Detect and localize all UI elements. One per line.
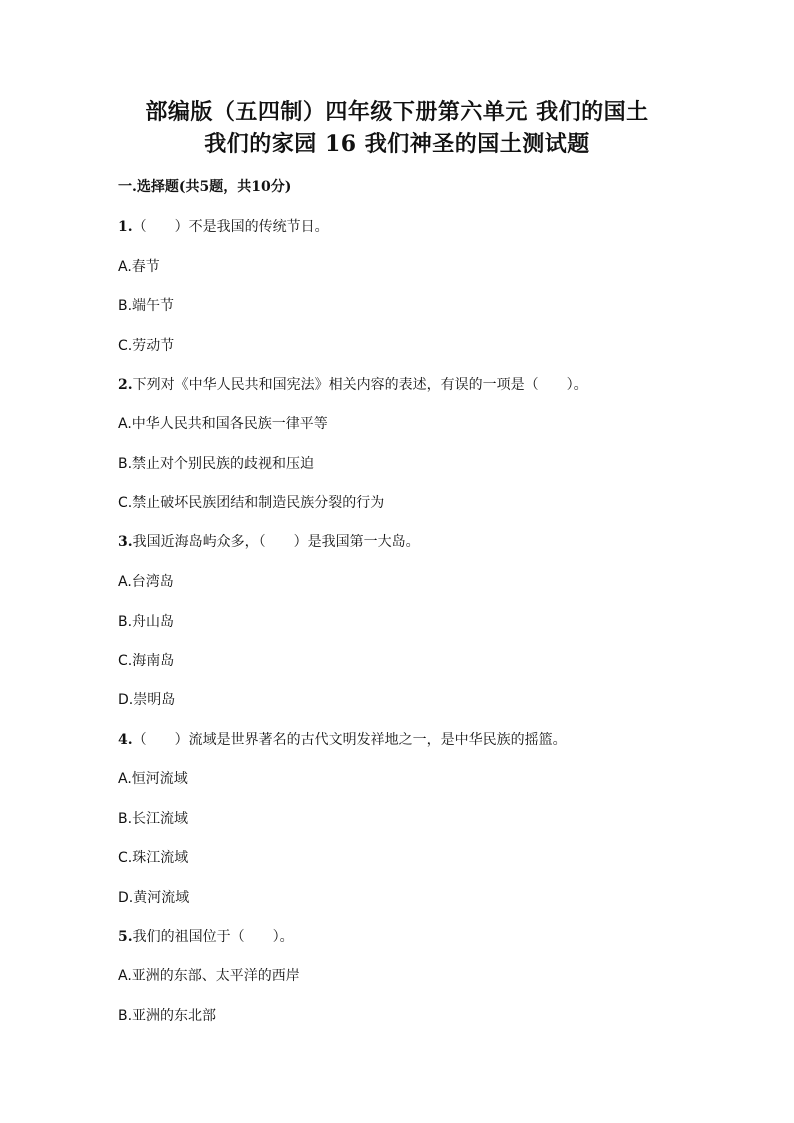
question-1 <box>118 217 329 237</box>
question-3 <box>118 532 420 552</box>
question-1-option-c: C.劳动节 <box>118 338 175 354</box>
question-5-option-a: A.亚洲的东部、太平洋的西岸 <box>118 968 300 984</box>
question-3-option-d: D.崇明岛 <box>118 692 176 708</box>
question-4-option-a: A.恒河流域 <box>118 771 188 787</box>
question-1-option-b: B.端午节 <box>118 298 175 314</box>
question-3-option-b: B.舟山岛 <box>118 614 175 630</box>
question-1-option-a: A.春节 <box>118 259 160 275</box>
document-title-line-1: 部编版（五四制）四年级下册第六单元 我们的国土 <box>145 99 649 125</box>
question-2-option-b: B.禁止对个别民族的歧视和压迫 <box>118 456 315 472</box>
question-text: 下列对《中华人民共和国宪法》相关内容的表述，有误的一项是（ ）。 <box>132 377 588 393</box>
question-text: （ ）不是我国的传统节日。 <box>132 219 329 235</box>
question-4-option-d: D.黄河流域 <box>118 890 190 906</box>
question-2 <box>118 375 588 395</box>
question-2-option-c: C.禁止破坏民族团结和制造民族分裂的行为 <box>118 495 385 511</box>
question-2-option-a: A.中华人民共和国各民族一律平等 <box>118 416 328 432</box>
question-number: 5. <box>118 929 133 945</box>
question-3-option-c: C.海南岛 <box>118 653 175 669</box>
question-number: 1. <box>118 219 133 235</box>
question-text: 我们的祖国位于（ ）。 <box>132 929 294 945</box>
question-number: 4. <box>118 732 133 748</box>
section-heading: 一.选择题(共5题，共10分) <box>118 179 292 195</box>
question-5 <box>118 927 294 947</box>
question-3-option-a: A.台湾岛 <box>118 574 174 590</box>
question-number: 3. <box>118 534 133 550</box>
question-number: 2. <box>118 377 133 393</box>
question-5-option-b: B.亚洲的东北部 <box>118 1008 217 1024</box>
question-4-option-c: C.珠江流域 <box>118 850 189 866</box>
question-4 <box>118 730 567 750</box>
question-4-option-b: B.长江流域 <box>118 811 189 827</box>
question-text: 我国近海岛屿众多，（ ）是我国第一大岛。 <box>132 534 420 550</box>
document-title-line-2: 我们的家园 16 我们神圣的国土测试题 <box>204 131 590 157</box>
question-text: （ ）流域是世界著名的古代文明发祥地之一，是中华民族的摇篮。 <box>132 732 567 748</box>
